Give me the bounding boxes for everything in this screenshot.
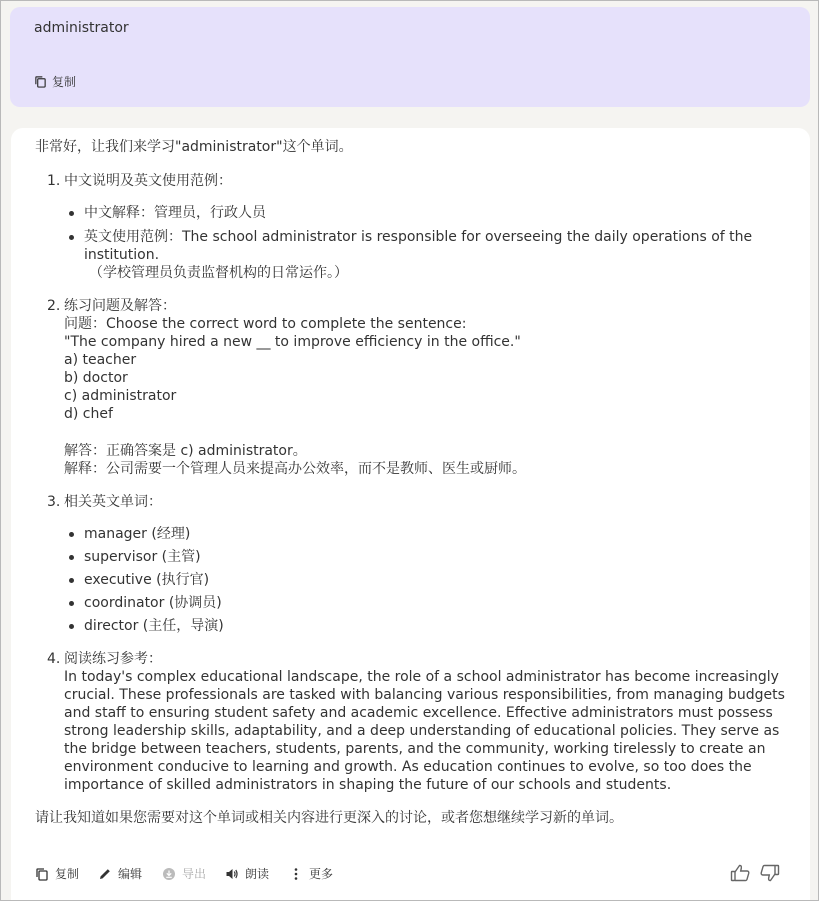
export-label: 导出 (182, 867, 207, 881)
assistant-answer-card (11, 128, 810, 901)
section-exercise (35, 297, 787, 478)
answer-outro: 请让我知道如果您需要对这个单词或相关内容进行更深入的讨论，或者您想继续学习新的单词。 (35, 810, 623, 826)
user-copy-button[interactable] (34, 73, 76, 90)
export-icon (162, 867, 176, 881)
list-item: coordinator (协调员) (64, 594, 787, 612)
pencil-icon (98, 867, 112, 881)
exercise-explanation: 解释：公司需要一个管理人员来提高办公效率，而不是教师、医生或厨师。 (64, 461, 526, 477)
definition-list (64, 204, 787, 282)
section-title: 中文说明及英文使用范例： (64, 173, 232, 189)
list-item: 中文解释：管理员，行政人员 (64, 204, 787, 222)
list-item: executive (执行官) (64, 571, 787, 589)
example-translation: （学校管理员负责监督机构的日常运作。） (89, 265, 348, 281)
option-item: b) doctor (64, 370, 128, 386)
edit-button[interactable] (98, 865, 142, 882)
list-item: manager (经理) (64, 525, 787, 543)
export-button[interactable] (162, 865, 206, 882)
copy-button[interactable] (35, 865, 79, 882)
user-copy-label: 复制 (52, 75, 77, 89)
more-label: 更多 (309, 867, 334, 881)
thumbs-down-icon[interactable] (758, 863, 780, 883)
related-words-list (64, 525, 787, 635)
section-reading (35, 650, 787, 794)
answer-sections (35, 172, 787, 794)
user-message-text: administrator (34, 20, 129, 36)
user-message-bubble (10, 7, 810, 107)
section-related-words (35, 493, 787, 635)
copy-icon (34, 75, 47, 88)
exercise-question: 问题：Choose the correct word to complete the sentence: (64, 316, 467, 332)
section-title: 相关英文单词： (64, 494, 162, 510)
copy-icon (35, 867, 49, 881)
section-title: 阅读练习参考： (64, 651, 162, 667)
speaker-icon (225, 867, 239, 881)
answer-content (35, 138, 787, 827)
read-aloud-label: 朗读 (245, 867, 270, 881)
more-vertical-icon (289, 867, 303, 881)
option-item: d) chef (64, 406, 113, 422)
edit-label: 编辑 (118, 867, 143, 881)
read-aloud-button[interactable] (225, 865, 269, 882)
list-item: director (主任，导演) (64, 617, 787, 635)
answer-intro: 非常好，让我们来学习"administrator"这个单词。 (35, 139, 353, 155)
thumbs-up-icon[interactable] (730, 863, 752, 883)
list-item: supervisor (主管) (64, 548, 787, 566)
exercise-sentence: "The company hired a new __ to improve efficiency in the office." (64, 334, 521, 350)
option-item: c) administrator (64, 388, 177, 404)
answer-toolbar (11, 863, 809, 887)
section-number: 4. (47, 651, 61, 667)
section-title: 练习问题及解答： (64, 298, 176, 314)
more-button[interactable] (289, 865, 333, 882)
section-definition (35, 172, 787, 282)
exercise-answer: 解答：正确答案是 c) administrator。 (64, 443, 307, 459)
reading-passage: In today's complex educational landscape, the role of a school administrator has become increasingly crucial. These professionals are tasked with balancing various responsibilities, from managing budgets and staff to ensuring student safety and academic excellence. Effective administrators must possess strong leadership skills, adaptability, and a deep understanding of educational policies. They serve as the bridge between teachers, students, parents, and the community, working tirelessly to create an environment conducive to learning and growth. As education continues to evolve, so too does the importance of skilled administrators in shaping the future of our schools and students. (64, 669, 785, 793)
list-item (64, 228, 787, 282)
section-number: 1. (47, 173, 61, 189)
copy-label: 复制 (55, 867, 80, 881)
example-sentence: 英文使用范例：The school administrator is responsible for overseeing the daily operations of the institution. (84, 229, 753, 263)
section-number: 2. (47, 298, 61, 314)
section-number: 3. (47, 494, 61, 510)
option-item: a) teacher (64, 352, 137, 368)
